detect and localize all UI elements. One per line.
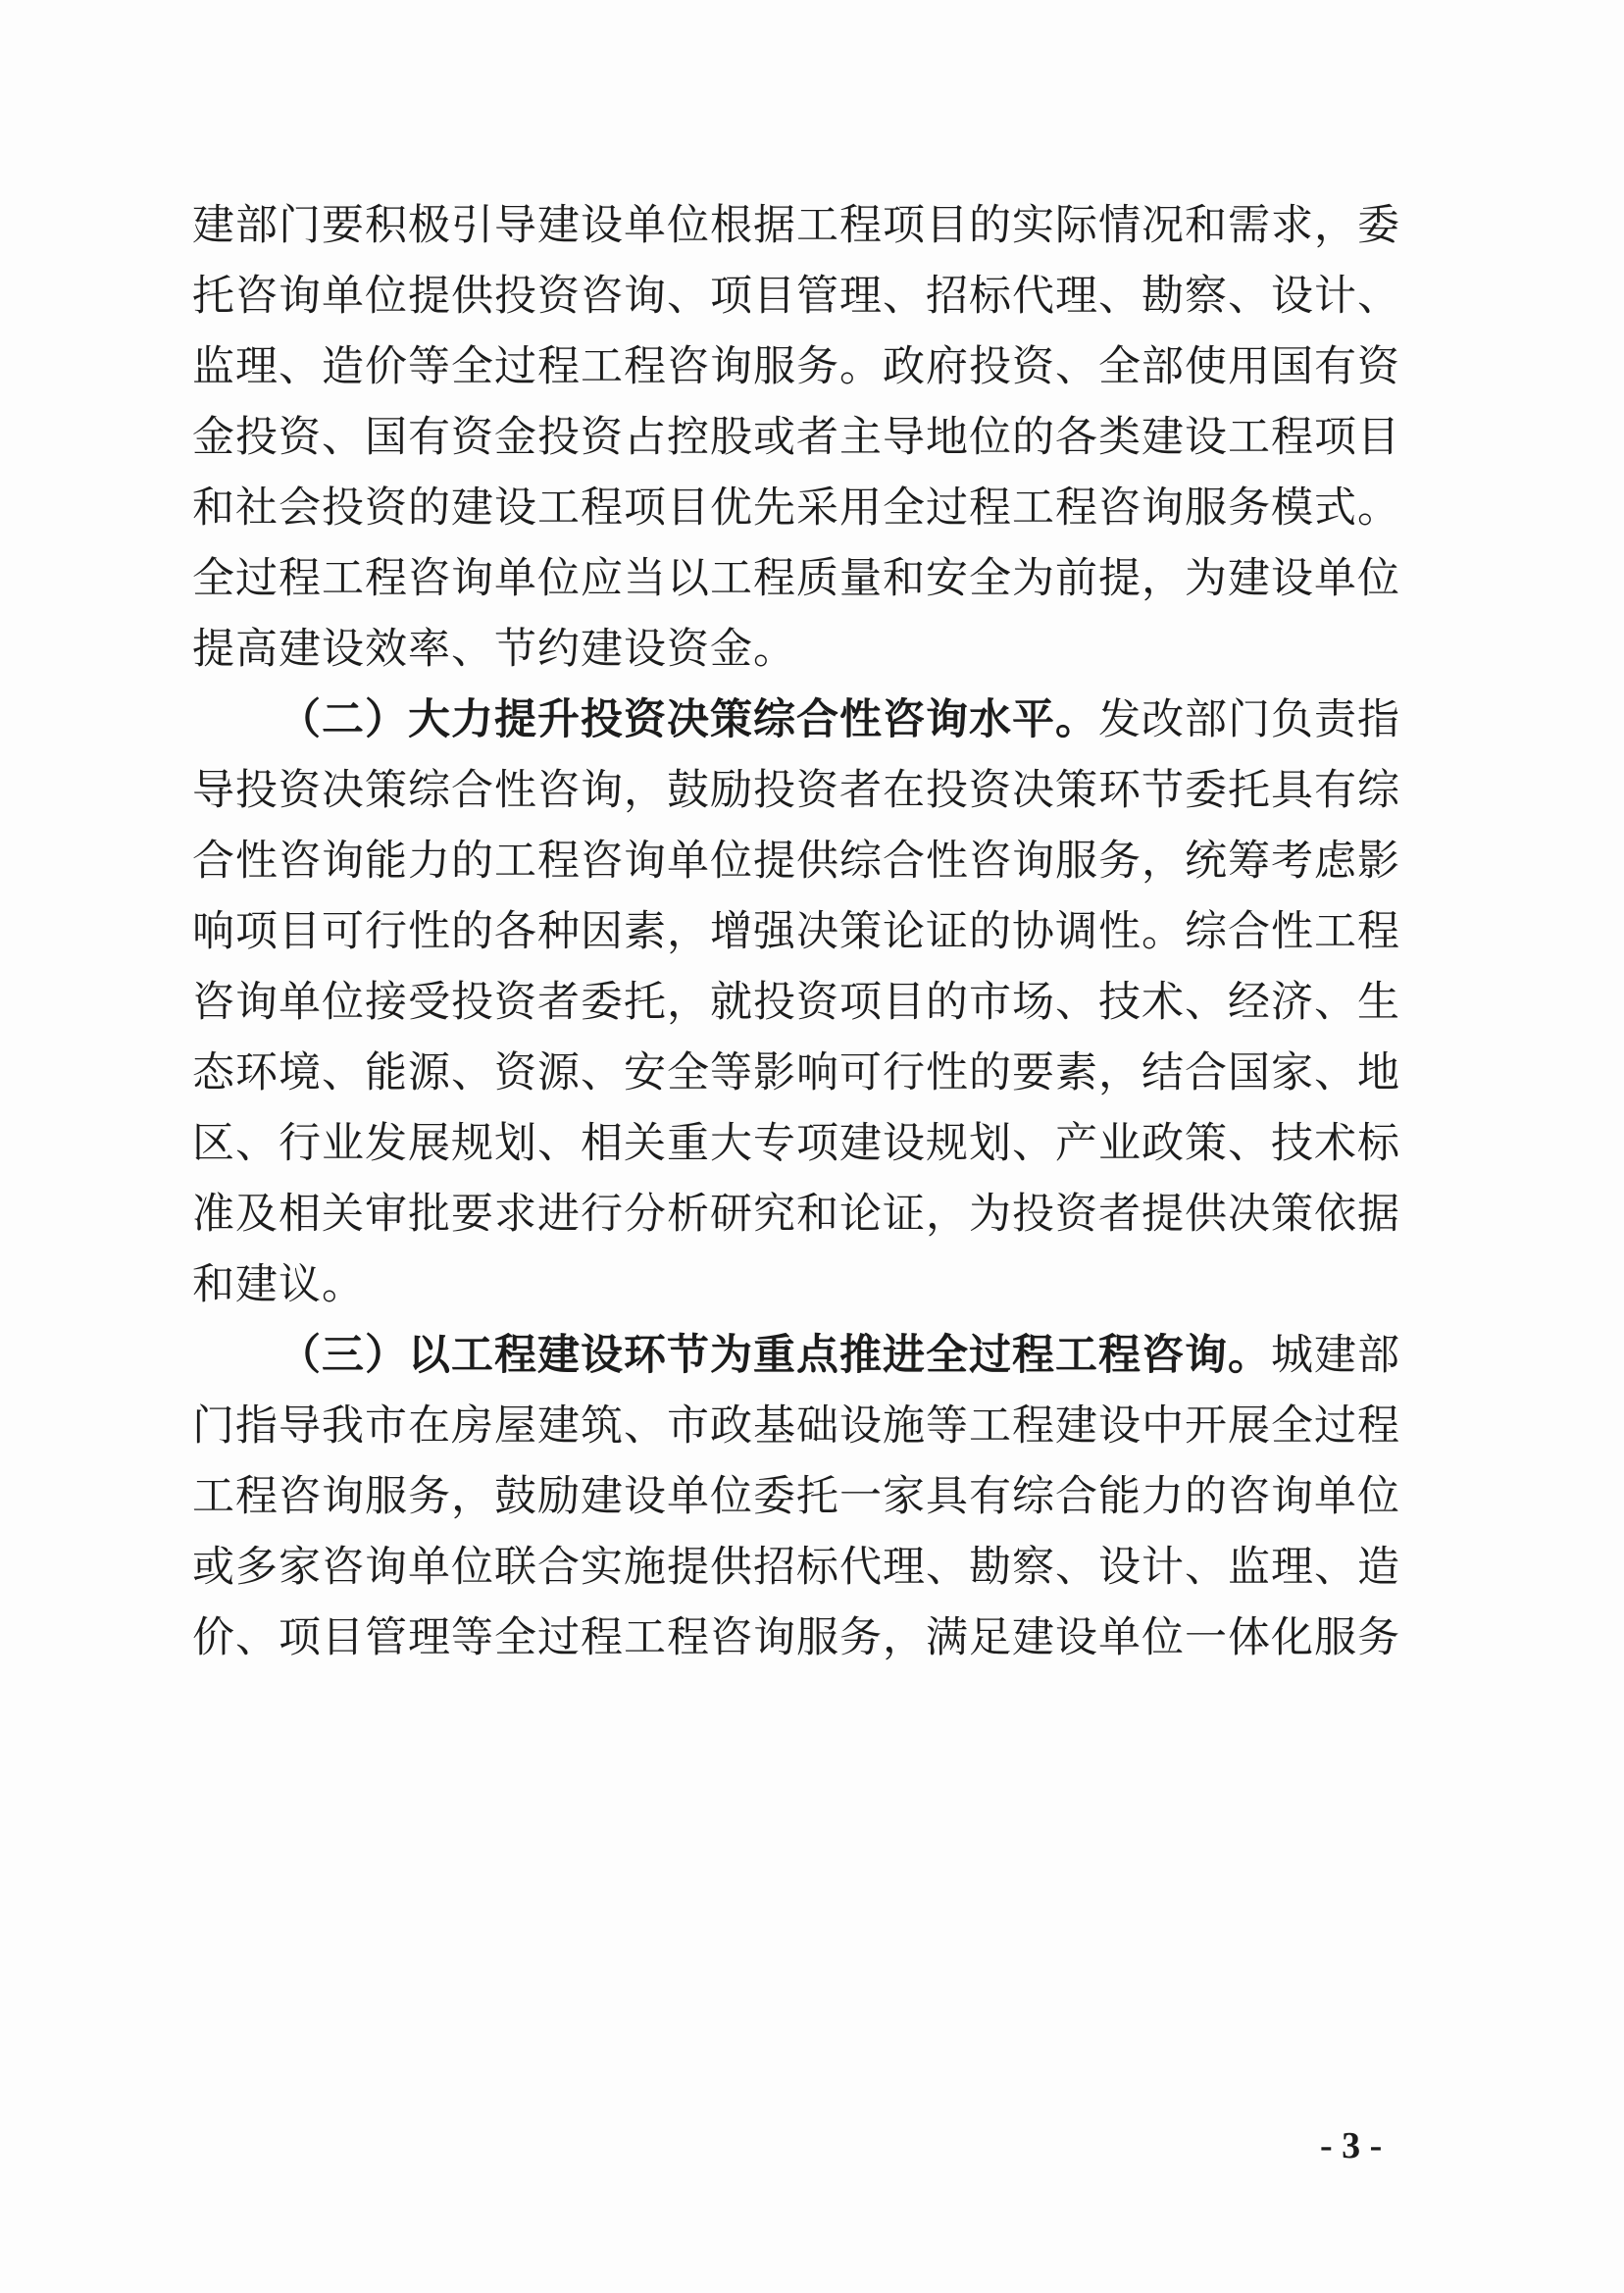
text-line: 提高建设效率、节约建设资金。 [192,625,796,674]
section-3-text: 城建部 [1271,1331,1400,1380]
text-line: 合性咨询能力的工程咨询单位提供综合性咨询服务，统筹考虑影 [192,837,1400,886]
text-line: 金投资、国有资金投资占控股或者主导地位的各类建设工程项目 [192,413,1400,462]
text-line: 建部门要积极引导建设单位根据工程项目的实际情况和需求，委 [192,201,1400,250]
text-line: 态环境、能源、资源、安全等影响可行性的要素，结合国家、地 [192,1048,1400,1097]
text-line: 价、项目管理等全过程工程咨询服务，满足建设单位一体化服务 [192,1613,1400,1662]
text-line: 工程咨询服务，鼓励建设单位委托一家具有综合能力的咨询单位 [192,1472,1400,1521]
text-line: 或多家咨询单位联合实施提供招标代理、勘察、设计、监理、造 [192,1543,1400,1592]
page-number: - 3 - [1320,2125,1383,2166]
section-3-heading: （三）以工程建设环节为重点推进全过程工程咨询。 [279,1331,1271,1380]
text-line: 准及相关审批要求进行分析研究和论证，为投资者提供决策依据 [192,1190,1400,1239]
text-line: 和建议。 [192,1260,365,1309]
text-line: 监理、造价等全过程工程咨询服务。政府投资、全部使用国有资 [192,342,1400,391]
text-line: 咨询单位接受投资者委托，就投资项目的市场、技术、经济、生 [192,978,1400,1027]
text-line: 导投资决策综合性咨询，鼓励投资者在投资决策环节委托具有综 [192,766,1400,815]
text-line: 响项目可行性的各种因素，增强决策论证的协调性。综合性工程 [192,907,1400,956]
text-line: 托咨询单位提供投资咨询、项目管理、招标代理、勘察、设计、 [192,272,1400,321]
section-2-text: 发改部门负责指 [1098,695,1400,744]
text-line: 和社会投资的建设工程项目优先采用全过程工程咨询服务模式。 [192,484,1400,533]
text-line: 区、行业发展规划、相关重大专项建设规划、产业政策、技术标 [192,1119,1400,1168]
text-line: 门指导我市在房屋建筑、市政基础设施等工程建设中开展全过程 [192,1401,1400,1451]
section-2-heading: （二）大力提升投资决策综合性咨询水平。 [279,695,1098,744]
text-line: 全过程工程咨询单位应当以工程质量和安全为前提，为建设单位 [192,554,1400,603]
